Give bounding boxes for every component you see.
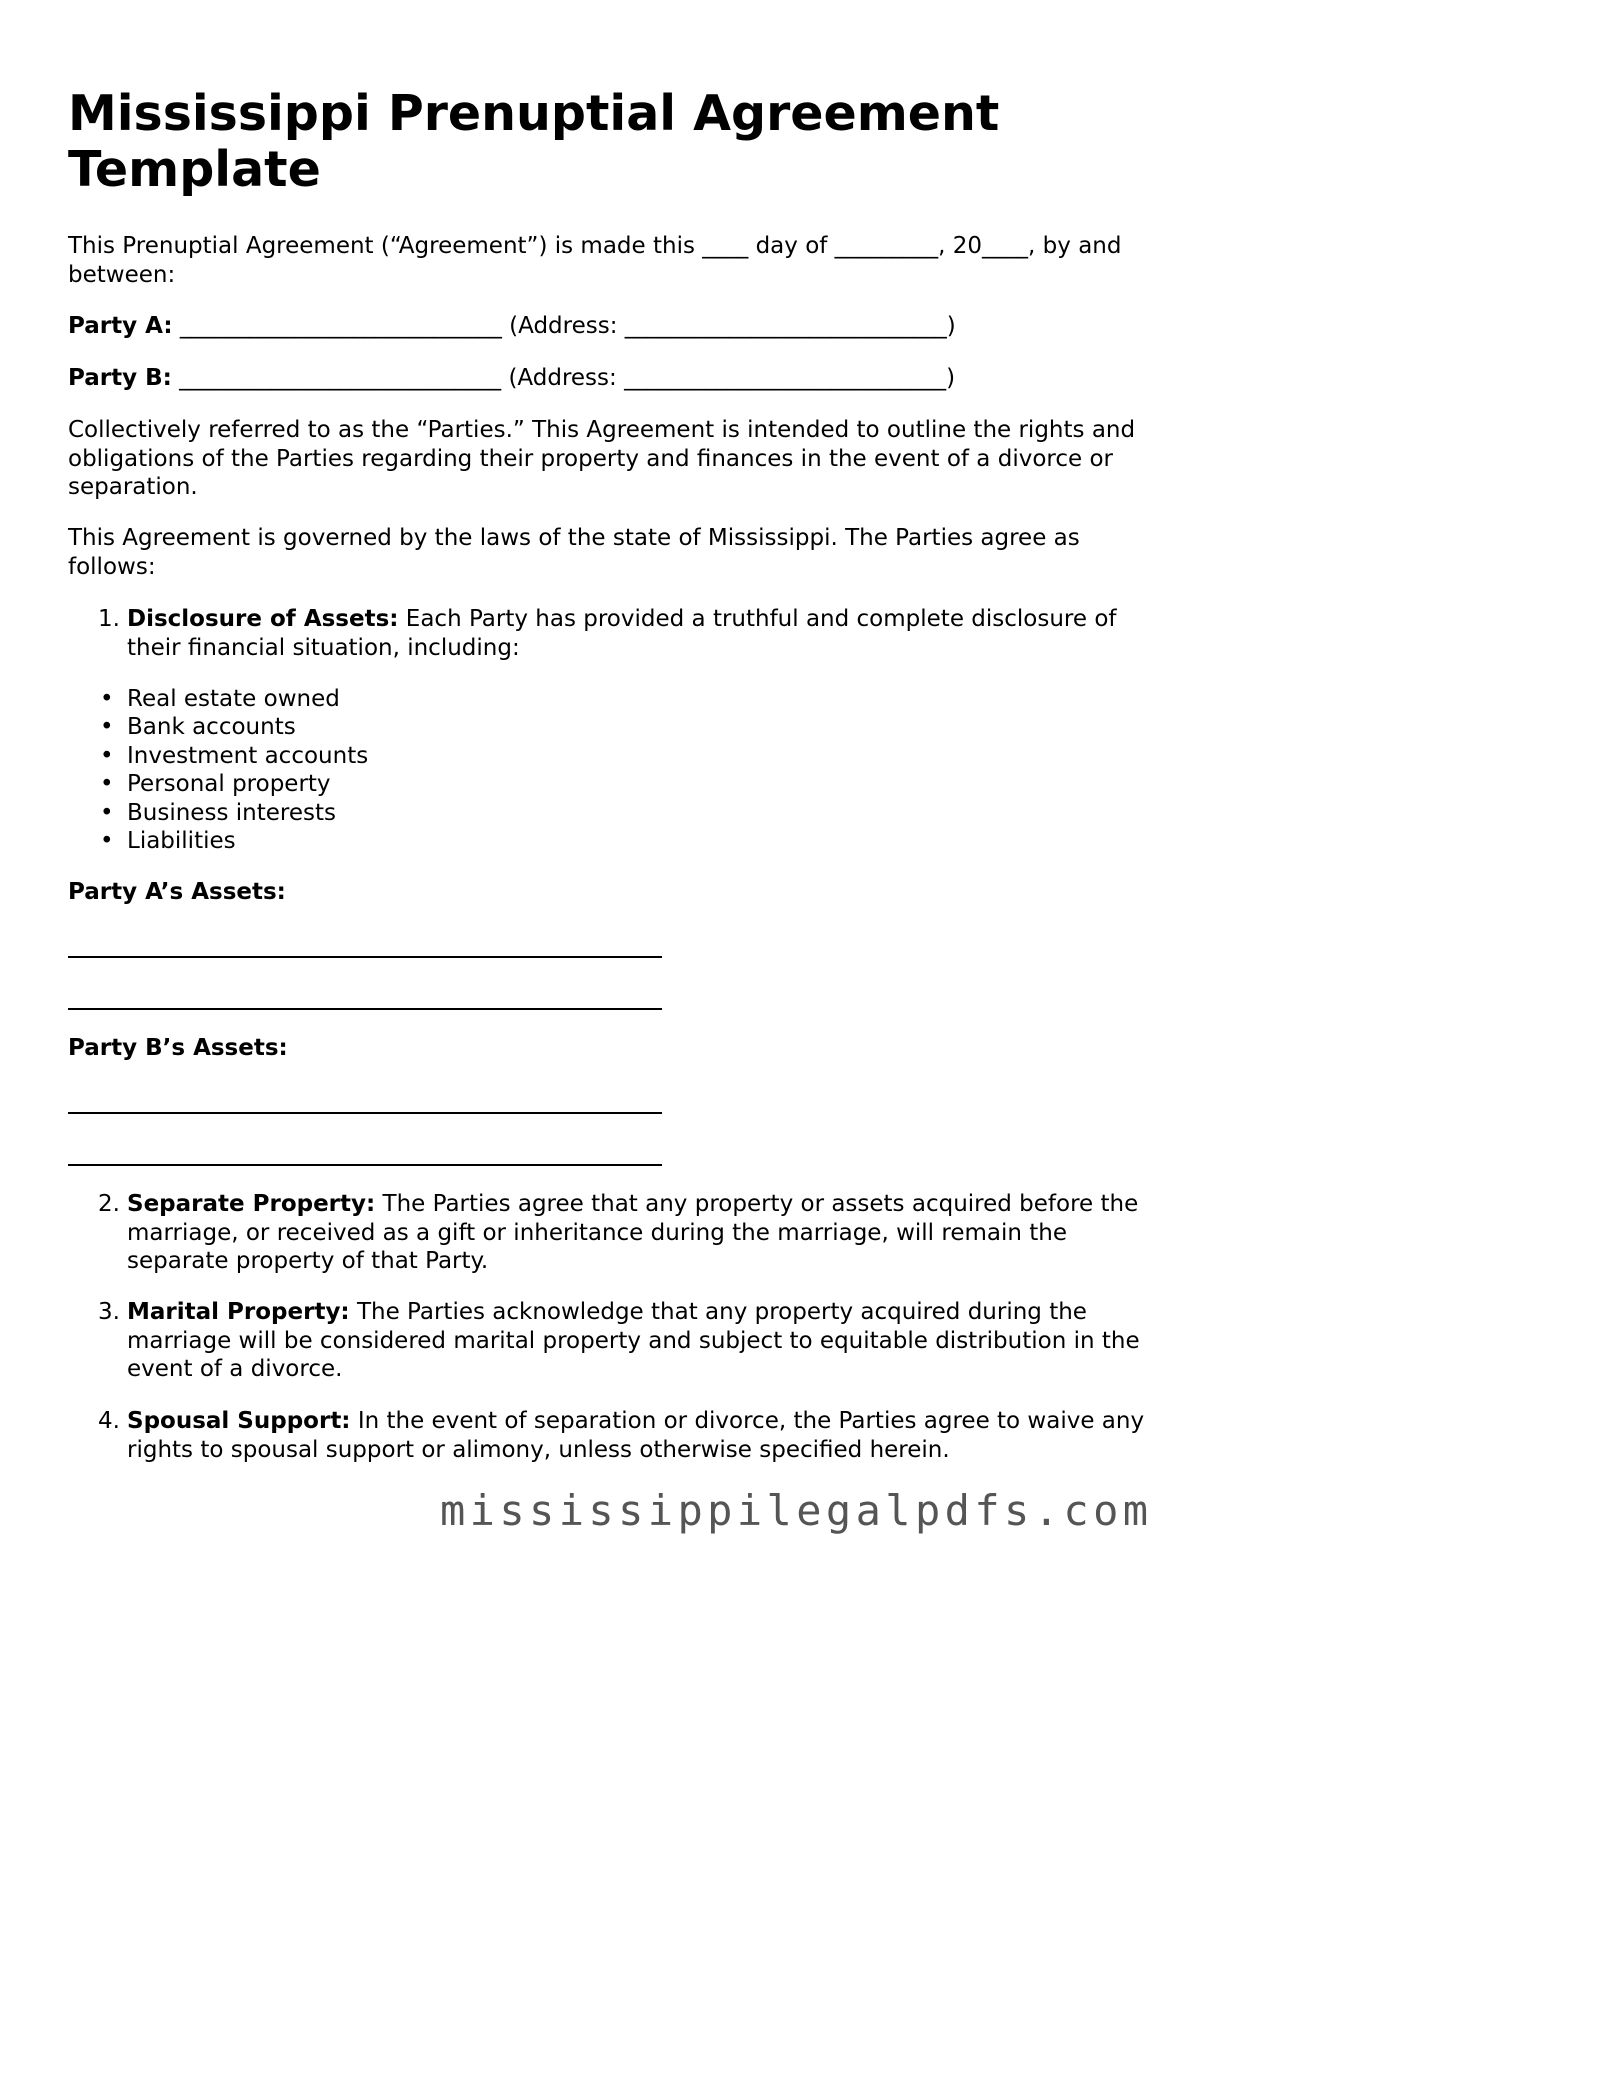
- party-b-assets-blank-line: [68, 1164, 662, 1166]
- section-heading: Marital Property:: [127, 1299, 350, 1325]
- asset-type-list: [68, 685, 668, 855]
- party-a-line: [68, 312, 1158, 341]
- party-b-line: [68, 364, 1158, 393]
- bullet-icon: •: [100, 771, 114, 798]
- section-text: Each Party has provided a truthful and complete disclosure of their financial situation, including:: [127, 606, 1117, 661]
- party-b-blanks: ____________________________ (Address: ____________________________): [171, 365, 956, 391]
- section-number: 3.: [98, 1299, 120, 1325]
- collective-paragraph: Collectively referred to as the “Parties.” This Agreement is intended to outline the rights and obligations of the Parties regarding their property and finances in the event of a divorce or separation.: [68, 417, 1136, 500]
- section-text: The Parties acknowledge that any property acquired during the marriage will be considered marital property and subject to equitable distribution in the event of a divorce.: [127, 1299, 1140, 1382]
- list-item: • Personal property: [100, 771, 331, 798]
- party-b-label: Party B:: [68, 365, 172, 391]
- bullet-icon: •: [100, 799, 114, 826]
- section-number: 4.: [98, 1408, 120, 1434]
- list-item: • Bank accounts: [100, 714, 296, 741]
- party-b-assets-label: Party B’s Assets:: [68, 1035, 288, 1061]
- bullet-icon: •: [100, 686, 114, 712]
- bullet-icon: •: [100, 827, 114, 854]
- party-a-assets-blank-line: [68, 956, 662, 958]
- section-number: 2.: [98, 1191, 120, 1217]
- list-item: • Liabilities: [100, 827, 236, 854]
- section-text: In the event of separation or divorce, the Parties agree to waive any rights to spousal support or alimony, unless otherwise specified herein.: [127, 1408, 1145, 1463]
- section-heading: Spousal Support:: [127, 1408, 351, 1434]
- section-heading: Disclosure of Assets:: [127, 606, 399, 632]
- party-b-assets-blank-line: [68, 1112, 662, 1114]
- section-heading: Separate Property:: [127, 1191, 376, 1217]
- party-a-assets-blank-line: [68, 1008, 662, 1010]
- site-watermark: mississippilegalpdfs.com: [440, 1486, 1153, 1535]
- list-item: • Real estate owned: [100, 686, 340, 712]
- intro-paragraph: This Prenuptial Agreement (“Agreement”) is made this ____ day of _________, 20____, by and between:: [68, 233, 1122, 288]
- bullet-icon: •: [100, 742, 114, 769]
- governed-paragraph: This Agreement is governed by the laws of the state of Mississippi. The Parties agree as follows:: [68, 525, 1080, 580]
- party-a-blanks: ____________________________ (Address: ____________________________): [172, 313, 956, 339]
- document-title: Mississippi Prenuptial Agreement Template: [68, 85, 1000, 198]
- list-item: • Investment accounts: [100, 742, 369, 769]
- list-item: • Business interests: [100, 799, 336, 826]
- section-text: The Parties agree that any property or assets acquired before the marriage, or received as a gift or inheritance during the marriage, will remain the separate property of that Party.: [127, 1191, 1139, 1274]
- party-a-assets-label: Party A’s Assets:: [68, 879, 286, 905]
- party-a-label: Party A:: [68, 313, 173, 339]
- bullet-icon: •: [100, 714, 114, 741]
- section-number: 1.: [98, 606, 120, 632]
